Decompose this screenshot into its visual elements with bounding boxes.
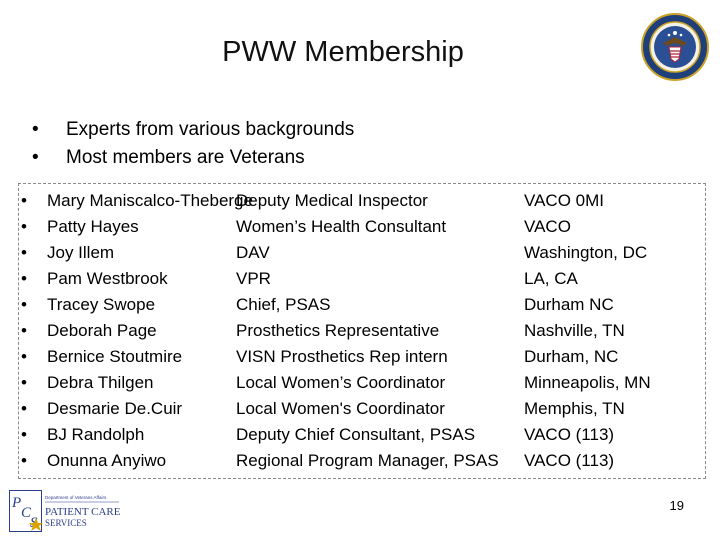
member-role: Chief, PSAS xyxy=(236,295,331,314)
svg-text:P: P xyxy=(12,495,22,511)
bullet-dot: • xyxy=(21,191,27,210)
intro-bullets xyxy=(32,116,492,172)
intro-bullet xyxy=(32,144,492,172)
bullet-dot: • xyxy=(21,373,27,392)
member-row xyxy=(19,396,707,422)
member-location: VACO xyxy=(524,217,571,236)
member-location: Washington, DC xyxy=(524,243,648,262)
member-role: Deputy Medical Inspector xyxy=(236,191,428,210)
member-name: BJ Randolph xyxy=(47,425,145,444)
member-name: Onunna Anyiwo xyxy=(47,451,167,470)
va-seal-icon xyxy=(641,13,709,81)
member-name: Deborah Page xyxy=(47,321,157,340)
patient-care-services-logo xyxy=(9,490,121,532)
member-name: Mary Maniscalco-Theberge xyxy=(47,191,253,210)
member-row xyxy=(19,318,707,344)
page-number: 19 xyxy=(669,498,684,513)
slide-title: PWW Membership xyxy=(222,36,464,68)
member-row xyxy=(19,422,707,448)
member-role: Prosthetics Representative xyxy=(236,321,440,340)
bullet-dot: • xyxy=(21,347,27,366)
member-row xyxy=(19,292,707,318)
bullet-dot: • xyxy=(32,147,39,168)
member-name: Pam Westbrook xyxy=(47,269,168,288)
intro-bullet-text: Experts from various backgrounds xyxy=(66,119,355,140)
footer-logo-line2: PATIENT CARE xyxy=(45,506,121,518)
bullet-dot: • xyxy=(21,243,27,262)
member-location: VACO 0MI xyxy=(524,191,604,210)
member-role: Local Women's Coordinator xyxy=(236,399,445,418)
intro-bullet-text: Most members are Veterans xyxy=(66,147,305,168)
member-row xyxy=(19,214,707,240)
member-location: Durham, NC xyxy=(524,347,619,366)
bullet-dot: • xyxy=(21,425,27,444)
member-role: Women’s Health Consultant xyxy=(236,217,447,236)
svg-text:C: C xyxy=(21,505,32,521)
bullet-dot: • xyxy=(21,451,27,470)
member-location: Memphis, TN xyxy=(524,399,625,418)
member-location: Nashville, TN xyxy=(524,321,625,340)
footer-logo-line1: Department of Veterans Affairs xyxy=(45,495,107,500)
member-location: Minneapolis, MN xyxy=(524,373,651,392)
member-location: LA, CA xyxy=(524,269,578,288)
bullet-dot: • xyxy=(21,399,27,418)
member-row xyxy=(19,240,707,266)
member-name: Tracey Swope xyxy=(47,295,156,314)
member-row xyxy=(19,266,707,292)
footer-logo-line3: SERVICES xyxy=(45,518,87,528)
member-name: Joy Illem xyxy=(47,243,115,262)
member-role: VPR xyxy=(236,269,271,288)
member-row xyxy=(19,344,707,370)
member-location: Durham NC xyxy=(524,295,614,314)
member-name: Bernice Stoutmire xyxy=(47,347,183,366)
member-row xyxy=(19,188,707,214)
member-row xyxy=(19,370,707,396)
member-list xyxy=(18,183,706,479)
intro-bullet xyxy=(32,116,492,144)
member-role: DAV xyxy=(236,243,270,262)
member-name: Patty Hayes xyxy=(47,217,139,236)
member-role: Regional Program Manager, PSAS xyxy=(236,451,499,470)
member-row xyxy=(19,448,707,474)
member-name: Debra Thilgen xyxy=(47,373,154,392)
member-location: VACO (113) xyxy=(524,451,615,470)
member-name: Desmarie De.Cuir xyxy=(47,399,183,418)
bullet-dot: • xyxy=(21,269,27,288)
member-role: Deputy Chief Consultant, PSAS xyxy=(236,425,476,444)
member-location: VACO (113) xyxy=(524,425,615,444)
bullet-dot: • xyxy=(32,119,39,140)
bullet-dot: • xyxy=(21,321,27,340)
member-role: Local Women’s Coordinator xyxy=(236,373,446,392)
bullet-dot: • xyxy=(21,295,27,314)
member-role: VISN Prosthetics Rep intern xyxy=(236,347,448,366)
bullet-dot: • xyxy=(21,217,27,236)
